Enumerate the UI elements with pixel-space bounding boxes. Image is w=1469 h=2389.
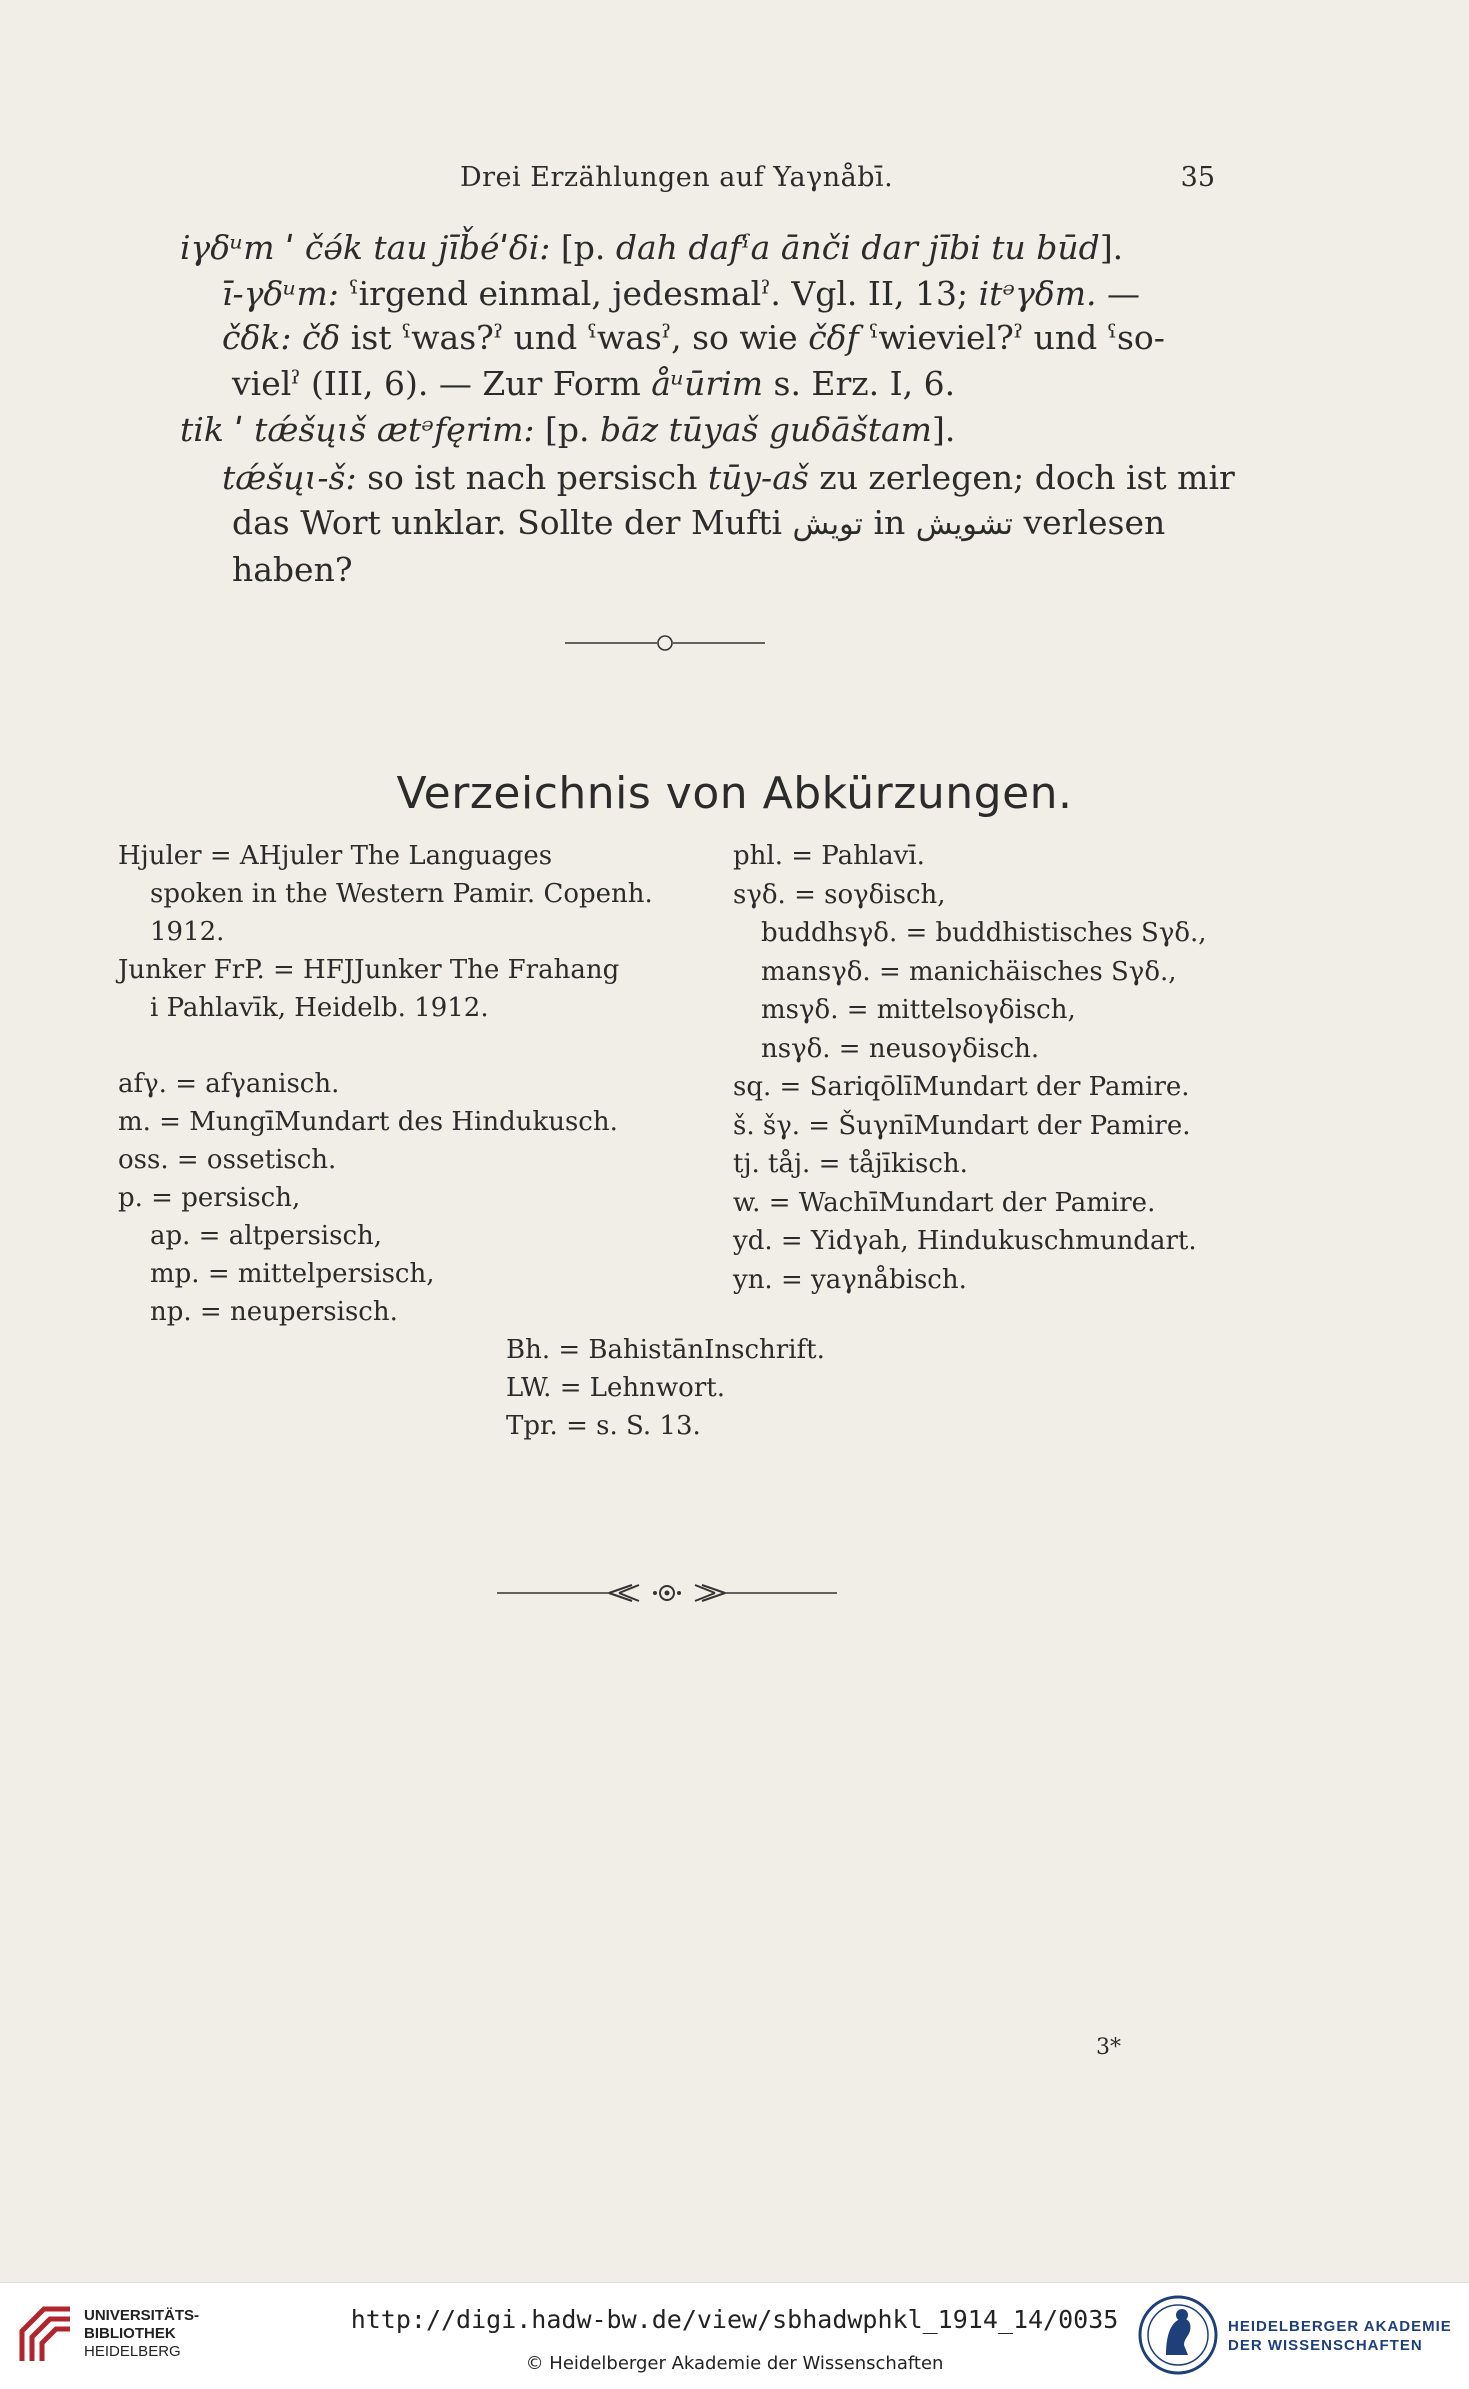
library-name-line: BIBLIOTHEK — [84, 2325, 176, 2342]
text-fragment: zu zerlegen; doch ist mir — [808, 458, 1235, 497]
abbreviation-entry: oss. = ossetisch. — [118, 1145, 337, 1175]
abbreviation-entry: LW. = Lehnwort. — [506, 1373, 725, 1403]
academy-name-line: HEIDELBERGER AKADEMIE — [1228, 2318, 1452, 2335]
italic-fragment: itᵊγδm. — [978, 274, 1097, 313]
signature-mark: 3* — [1096, 2035, 1121, 2060]
italic-fragment: tik ˈ tǽšųɩš ætᵊfęrim: — [180, 410, 535, 449]
academy-name — [1228, 2317, 1452, 2355]
abbreviation-entry: Hjuler = AHjuler The Languages — [118, 841, 553, 871]
abbreviation-entry: phl. = Pahlavī. — [733, 841, 925, 871]
abbreviation-entry: msγδ. = mittelsoγδisch, — [761, 995, 1076, 1025]
text-fragment: verlesen — [1012, 503, 1166, 542]
abbreviation-entry: sγδ. = soγδisch, — [733, 879, 946, 910]
text-fragment: das Wort unklar. Sollte der Mufti — [232, 503, 793, 542]
text-line — [222, 458, 1235, 497]
text-fragment: ist ˁwas?ˀ und ˁwasˀ, so wie — [340, 318, 809, 357]
abbreviation-entry: Junker FrP. = HFJJunker The Frahang — [118, 955, 620, 985]
abbreviation-entry: afγ. = afγanisch. — [118, 1069, 340, 1099]
italic-fragment: čδk: čδ — [222, 318, 341, 357]
abbreviation-entry: mansγδ. = manichäisches Sγδ., — [761, 956, 1177, 987]
text-fragment: s. Erz. I, 6. — [763, 364, 956, 403]
text-fragment: [p. — [550, 228, 616, 267]
academy-seal-icon — [1136, 2293, 1220, 2377]
running-head: Drei Erzählungen auf Yaγnåbī. — [460, 162, 894, 193]
abbreviation-entry: np. = neupersisch. — [150, 1297, 398, 1327]
footer-bar — [0, 2282, 1469, 2389]
italic-fragment: ī-γδᵘm: — [222, 274, 339, 313]
text-fragment: [p. — [534, 410, 600, 449]
abbreviation-entry: š. šγ. = ŠuγnīMundart der Pamire. — [733, 1110, 1191, 1141]
text-line — [222, 318, 1165, 357]
text-fragment: haben? — [232, 550, 353, 589]
text-fragment: ˁwieviel?ˀ und ˁso- — [858, 318, 1165, 357]
abbreviation-entry: sq. = SariqōlīMundart der Pamire. — [733, 1072, 1190, 1102]
abbreviation-entry: buddhsγδ. = buddhistisches Sγδ., — [761, 918, 1207, 948]
text-fragment: ]. — [931, 410, 956, 449]
abbreviation-entry: tj. tåj. = tåjīkisch. — [733, 1149, 968, 1179]
abbreviation-entry: w. = WachīMundart der Pamire. — [733, 1187, 1156, 1218]
text-line — [232, 503, 1165, 542]
abbreviation-entry: mp. = mittelpersisch, — [150, 1259, 435, 1289]
arabic-word: تشويش — [915, 507, 1013, 542]
page-number: 35 — [1180, 162, 1215, 193]
italic-fragment: åᵘūrim — [651, 364, 764, 403]
text-fragment: ˁirgend einmal, jedesmalˀ. Vgl. II, 13; — [338, 274, 979, 313]
divider-rule — [565, 634, 765, 652]
text-line — [222, 274, 1140, 313]
academy-name-line: DER WISSENSCHAFTEN — [1228, 2337, 1423, 2354]
text-fragment: — — [1096, 274, 1141, 313]
abbreviation-entry: nsγδ. = neusoγδisch. — [761, 1033, 1040, 1064]
library-name-line: HEIDELBERG — [84, 2343, 181, 2360]
abbreviation-entry: yn. = yaγnåbisch. — [733, 1264, 967, 1295]
text-line — [180, 410, 955, 449]
text-fragment: in — [862, 503, 916, 542]
abbreviation-entry: ap. = altpersisch, — [150, 1221, 383, 1251]
arabic-word: تويش — [792, 507, 863, 542]
italic-fragment: bāz tūyaš guδāštam — [599, 410, 932, 449]
text-fragment: vielˀ (III, 6). — Zur Form — [232, 364, 652, 403]
abbreviation-entry: i Pahlavīk, Heidelb. 1912. — [150, 993, 489, 1023]
italic-fragment: iγδᵘm ˈ čə́k tau jīb̌éˈδi: — [180, 228, 551, 267]
italic-fragment: dah dafˁa ānči dar jībi tu būd — [615, 228, 1100, 267]
abbreviation-entry: Tpr. = s. S. 13. — [506, 1411, 701, 1441]
text-line — [232, 364, 955, 403]
italic-fragment: tūy-aš — [707, 458, 809, 497]
text-fragment: ]. — [1099, 228, 1124, 267]
ornament-divider — [497, 1575, 837, 1611]
italic-fragment: tǽšųɩ-š: — [222, 458, 357, 497]
text-line — [180, 228, 1123, 267]
section-title: Verzeichnis von Abkürzungen. — [396, 768, 1073, 819]
italic-fragment: čδf — [808, 318, 859, 357]
library-name-line: UNIVERSITÄTS- — [84, 2307, 200, 2324]
abbreviation-entry: m. = MungīMundart des Hindukusch. — [118, 1107, 618, 1137]
text-fragment: so ist nach persisch — [356, 458, 708, 497]
permalink-url[interactable]: http://digi.hadw-bw.de/view/sbhadwphkl_1914_14/0035 — [350, 2305, 1119, 2334]
text-line — [232, 550, 353, 589]
abbreviation-entry: spoken in the Western Pamir. Copenh. — [150, 879, 653, 909]
abbreviation-entry: Bh. = BahistānInschrift. — [506, 1335, 825, 1365]
abbreviation-entry: p. = persisch, — [118, 1183, 301, 1213]
copyright-notice: © Heidelberger Akademie der Wissenschaften — [525, 2353, 944, 2374]
abbreviation-entry: yd. = Yidγah, Hindukuschmundart. — [733, 1226, 1197, 1256]
abbreviation-entry: 1912. — [150, 917, 225, 947]
